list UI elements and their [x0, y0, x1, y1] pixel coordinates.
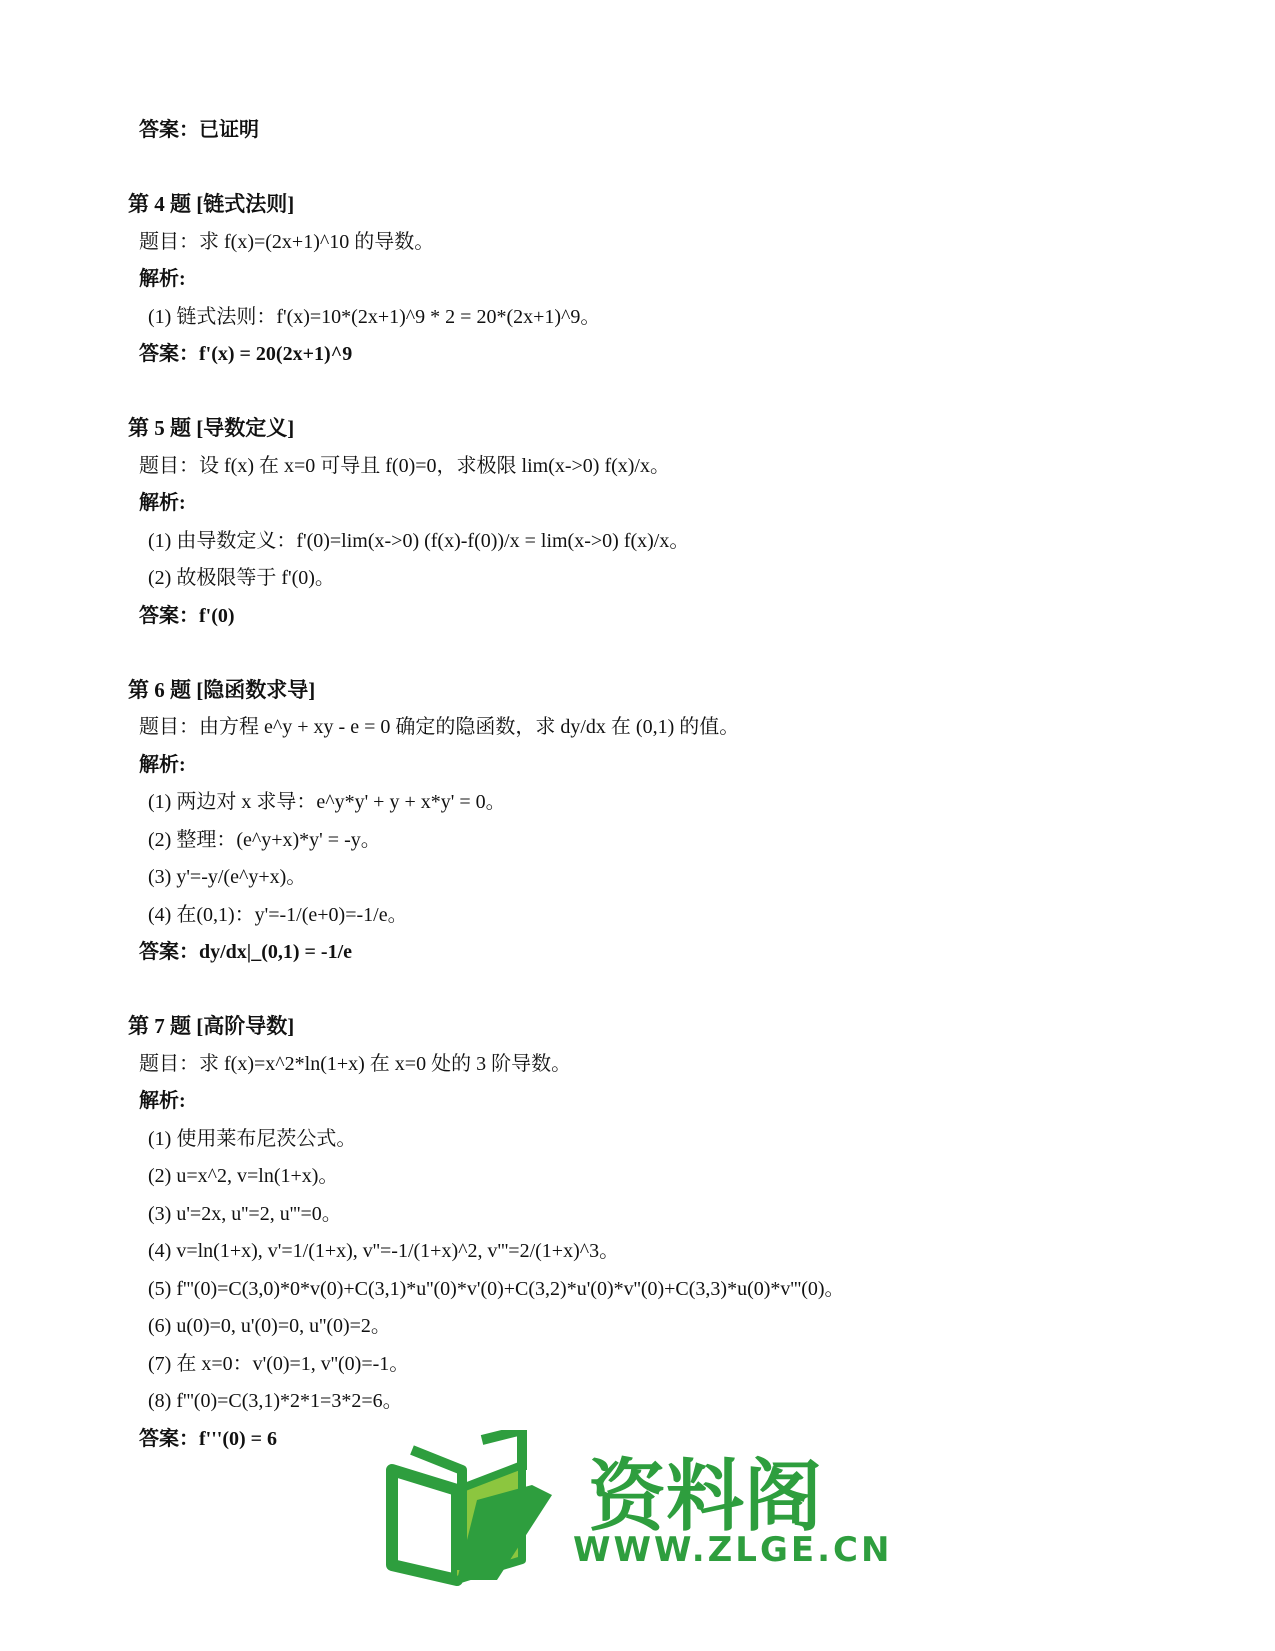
q4-step: (1) 链式法则：f'(x)=10*(2x+1)^9 * 2 = 20*(2x+1)^9。 [148, 306, 601, 328]
q7-step: (7) 在 x=0：v'(0)=1, v''(0)=-1。 [148, 1353, 410, 1375]
q7-step: (2) u=x^2, v=ln(1+x)。 [148, 1165, 339, 1187]
q4-answer: 答案：f'(x) = 20(2x+1)^9 [139, 343, 353, 365]
q7-step: (3) u'=2x, u''=2, u'''=0。 [148, 1203, 342, 1225]
q6-heading: 第 6 题 [隐函数求导] [128, 678, 316, 702]
q7-prompt: 题目：求 f(x)=x^2*ln(1+x) 在 x=0 处的 3 阶导数。 [139, 1053, 572, 1075]
q7-step: (5) f'''(0)=C(3,0)*0*v(0)+C(3,1)*u''(0)*v'(0)+C(3,2)*u'(0)*v''(0)+C(3,3)*u(0)*v'''(0)。 [148, 1278, 845, 1300]
q7-step: (1) 使用莱布尼茨公式。 [148, 1128, 357, 1150]
q5-heading: 第 5 题 [导数定义] [128, 416, 295, 440]
q6-prompt: 题目：由方程 e^y + xy - e = 0 确定的隐函数，求 dy/dx 在 (0,1) 的值。 [139, 716, 740, 738]
q5-step: (2) 故极限等于 f'(0)。 [148, 567, 335, 589]
book-icon [382, 1430, 572, 1590]
watermark-logo [396, 1440, 893, 1600]
q5-step: (1) 由导数定义：f'(0)=lim(x->0) (f(x)-f(0))/x = lim(x->0) f(x)/x。 [148, 530, 690, 552]
q7-heading: 第 7 题 [高阶导数] [128, 1014, 295, 1038]
q7-step: (8) f'''(0)=C(3,1)*2*1=3*2=6。 [148, 1390, 403, 1412]
q5-prompt: 题目：设 f(x) 在 x=0 可导且 f(0)=0，求极限 lim(x->0) f(x)/x。 [139, 455, 670, 477]
q6-step: (3) y'=-y/(e^y+x)。 [148, 866, 307, 888]
q7-analysis-label: 解析: [139, 1090, 186, 1112]
q6-answer: 答案：dy/dx|_(0,1) = -1/e [139, 941, 353, 963]
q5-answer: 答案：f'(0) [139, 605, 235, 627]
q5-analysis-label: 解析: [139, 492, 186, 514]
q7-step: (4) v=ln(1+x), v'=1/(1+x), v''=-1/(1+x)^2, v'''=2/(1+x)^3。 [148, 1240, 620, 1262]
q4-prompt: 题目：求 f(x)=(2x+1)^10 的导数。 [139, 231, 435, 253]
q6-step: (2) 整理：(e^y+x)*y' = -y。 [148, 829, 381, 851]
q7-step: (6) u(0)=0, u'(0)=0, u''(0)=2。 [148, 1315, 391, 1337]
q4-analysis-label: 解析: [139, 268, 186, 290]
watermark-url: WWW.ZLGE.CN [573, 1530, 893, 1570]
watermark-name: 资料阁 [588, 1452, 823, 1542]
prev-answer: 答案：已证明 [139, 119, 259, 141]
q4-heading: 第 4 题 [链式法则] [128, 192, 295, 216]
q6-step: (4) 在(0,1)：y'=-1/(e+0)=-1/e。 [148, 904, 408, 926]
q6-step: (1) 两边对 x 求导：e^y*y' + y + x*y' = 0。 [148, 791, 506, 813]
q7-answer: 答案：f'''(0) = 6 [139, 1428, 278, 1450]
q6-analysis-label: 解析: [139, 754, 186, 776]
